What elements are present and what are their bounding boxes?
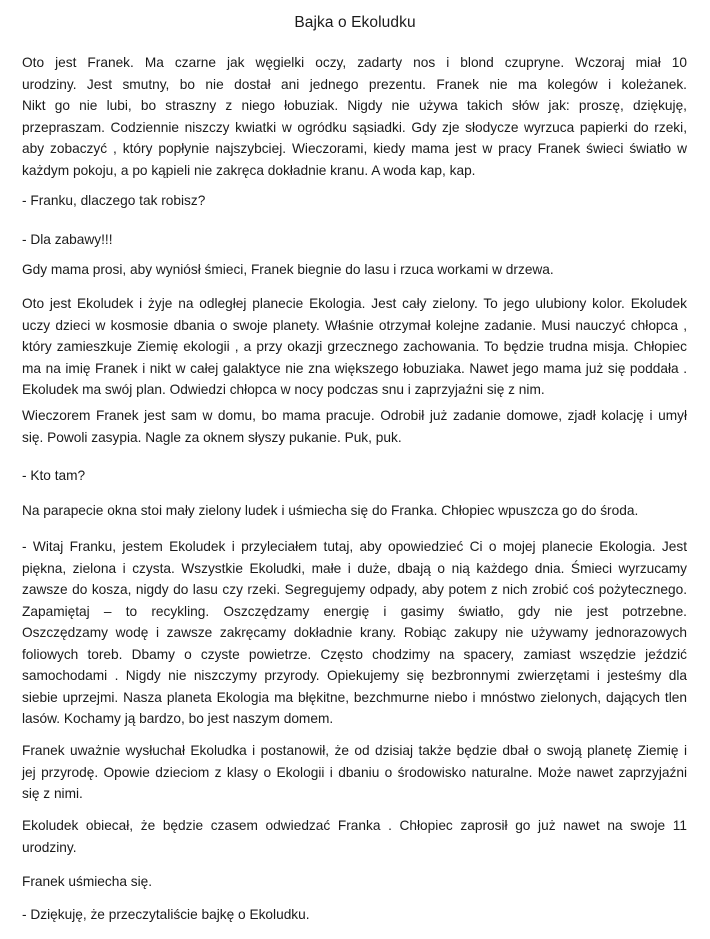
paragraph-line: Franek uśmiecha się.	[22, 874, 153, 889]
paragraph-line: Nikt go nie lubi, bo straszny z niego łobuziak. Nigdy nie używa takich słów jak: proszę, dziękuję,	[22, 98, 687, 113]
paragraph-line: foliowych toreb. Dbamy o czyste powietrze. Często chodzimy na spacery, zamiast wszędzie jeździć	[22, 646, 687, 662]
document-title: Bajka o Ekoludku	[294, 14, 416, 31]
paragraph-line: każdym pokoju, a po kąpieli nie zakręca dokładnie kranu. A woda kap, kap.	[22, 162, 476, 178]
paragraph-line: Oto jest Franek. Ma czarne jak węgielki oczy, zadarty nos i blond czupryne. Wczoraj miał 10	[22, 55, 687, 70]
paragraph-line: Oszczędzamy wodę i zawsze zakręcamy dokładnie krany. Robiąc zakupy nie używamy jednorazowych	[22, 625, 687, 640]
dialogue-line: - Kto tam?	[22, 468, 86, 483]
paragraph-7	[22, 465, 687, 487]
paragraph-line: który zamieszkuje Ziemię ekologii , a przy okazji grzecznego zachowania. To będzie trudna misja. Chłopiec	[22, 339, 687, 354]
paragraph-6	[22, 405, 687, 448]
paragraph-line: aby zobaczyć , który popłynie najszybciej. Wieczorami, kiedy mama jest w pracy Franek świeci światło w	[22, 141, 687, 156]
paragraph-line: Na parapecie okna stoi mały zielony ludek i uśmiecha się do Franka. Chłopiec wpuszcza go do środa.	[22, 503, 639, 518]
paragraph-line: zawsze do kosza, nigdy do lasu czy rzeki. Segregujemy odpady, aby potem z nich zrobić coś pożytecznego.	[22, 582, 687, 597]
paragraph-line: siebie uprzejmi. Nasza planeta Ekologia ma błękitne, bezchmurne niebo i mnóstwo zielonych, dających tlen	[22, 689, 687, 705]
paragraph-line: przepraszam. Codziennie niszczy kwiatki w ogródku sąsiadki. Gdy zje słodycze wyrzuca papierki do rzeki,	[22, 119, 687, 135]
paragraph-12	[22, 871, 687, 893]
paragraph-line: urodziny. Jest smutny, bo nie dostał ani jednego prezentu. Franek nie ma kolegów i koleżanek.	[22, 76, 687, 92]
paragraph-line: lasów. Kochamy ją bardzo, bo jest naszym domem.	[22, 711, 334, 726]
paragraph-line: piękna, zielona i czysta. Wszystkie Ekoludki, małe i duże, dbają o nią każdego dnia. Śmieci wyrzucamy	[22, 560, 687, 576]
paragraph-line: jej przyrodę. Opowie dzieciom z klasy o Ekologii i dbaniu o środowisko naturalne. Może nawet zaprzyjaźni	[22, 764, 687, 780]
paragraph-11	[22, 815, 687, 858]
paragraph-line: Ekoludek obiecał, że będzie czasem odwiedzać Franka . Chłopiec zaprosił go już nawet na swoje 11	[22, 818, 687, 833]
paragraph-8	[22, 500, 687, 522]
paragraph-line: Wieczorem Franek jest sam w domu, bo mama pracuje. Odrobił już zadanie domowe, zjadł kolację i umył	[22, 408, 687, 423]
paragraph-5	[22, 293, 687, 401]
paragraph-line: Oto jest Ekoludek i żyje na odległej planecie Ekologia. Jest cały zielony. To jego ulubiony kolor. Ekoludek	[22, 296, 687, 311]
paragraph-3	[22, 229, 687, 251]
paragraph-10	[22, 740, 687, 805]
dialogue-line: - Dziękuję, że przeczytaliście bajkę o Ekoludku.	[22, 907, 310, 922]
paragraph-line: Zapamiętaj – to recykling. Oszczędzamy energię i gasimy światło, gdy nie jest potrzebne.	[22, 603, 687, 619]
paragraph-line: samochodami . Nigdy nie niszczymy przyrody. Opiekujemy się bezbronnymi zwierzętami i jesteśmy dla	[22, 668, 687, 683]
paragraph-line: się z nimi.	[22, 786, 83, 801]
dialogue-line: - Dla zabawy!!!	[22, 232, 113, 247]
paragraph-4	[22, 259, 687, 281]
paragraph-line: Ekoludek ma swój plan. Odwiedzi chłopca w nocy podczas snu i zaprzyjaźni się z nim.	[22, 382, 545, 397]
paragraph-line: Gdy mama prosi, aby wyniósł śmieci, Franek biegnie do lasu i rzuca workami w drzewa.	[22, 262, 554, 277]
paragraph-line: ma na imię Franek i nikt w całej galaktyce nie zna większego łobuziaka. Nawet jego mama już się poddała .	[22, 360, 687, 376]
paragraph-1	[22, 52, 687, 181]
dialogue-line: - Franku, dlaczego tak robisz?	[22, 193, 206, 208]
paragraph-9	[22, 536, 687, 730]
paragraph-13	[22, 904, 687, 926]
paragraph-2	[22, 190, 687, 212]
paragraph-line: uczy dzieci w kosmosie dbania o swoje planety. Właśnie otrzymał kolejne zadanie. Musi nauczyć chłopca ,	[22, 317, 687, 333]
paragraph-line: Franek uważnie wysłuchał Ekoludka i postanowił, że od dzisiaj także będzie dbał o swoją planetę Ziemię i	[22, 743, 687, 758]
paragraph-line: - Witaj Franku, jestem Ekoludek i przyleciałem tutaj, aby opowiedzieć Ci o mojej planecie Ekologia. Jest	[22, 539, 687, 554]
paragraph-line: urodziny.	[22, 839, 77, 855]
paragraph-line: się. Powoli zasypia. Nagle za oknem słyszy pukanie. Puk, puk.	[22, 429, 402, 445]
